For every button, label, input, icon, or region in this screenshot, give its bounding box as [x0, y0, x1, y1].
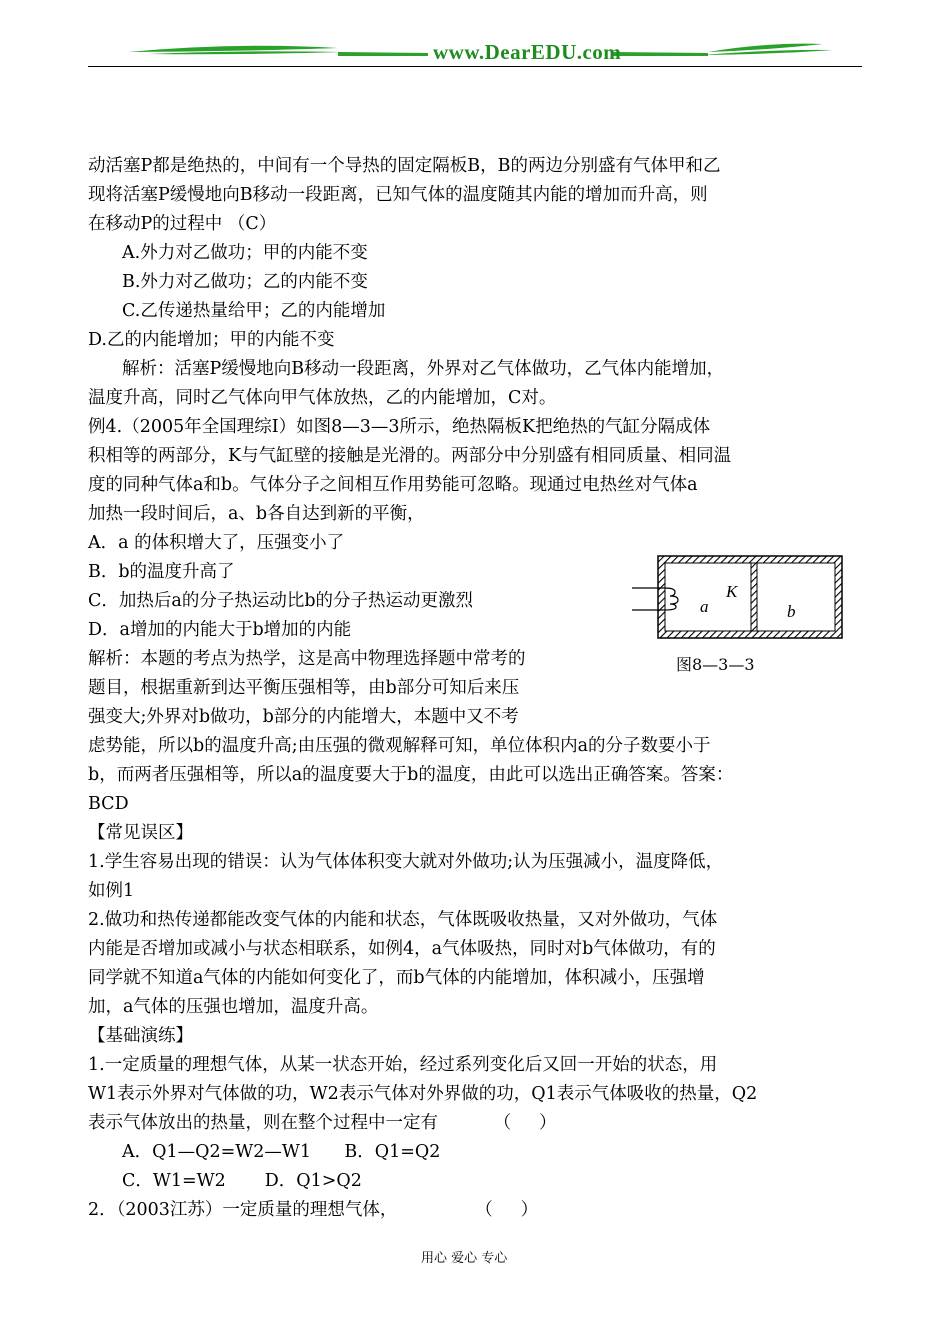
example-line: 度的同种气体a和b。气体分子之间相互作用势能可忽略。现通过电热丝对气体a	[88, 475, 698, 495]
answer-line: BCD	[88, 794, 129, 814]
label-a: a	[700, 597, 709, 616]
figure-caption: 图8—3—3	[676, 655, 755, 674]
analysis-line: 解析：活塞P缓慢地向B移动一段距离，外界对乙气体做功，乙气体内能增加，	[122, 359, 725, 379]
analysis-line: 虑势能，所以b的温度升高;由压强的微观解释可知，单位体积内a的分子数要小于	[88, 736, 711, 756]
analysis-line: 解析：本题的考点为热学，这是高中物理选择题中常考的	[88, 649, 526, 669]
analysis-line: b，而两者压强相等，所以a的温度要大于b的温度，由此可以选出正确答案。答案：	[88, 765, 734, 785]
text-line: 内能是否增加或减小与状态相联系，如例4，a气体吸热，同时对b气体做功，有的	[88, 939, 716, 959]
analysis-line: 强变大;外界对b做功，b部分的内能增大，本题中又不考	[88, 707, 519, 727]
text-line: 在移动P的过程中 （C）	[88, 214, 277, 234]
text-line: 加，a气体的压强也增加，温度升高。	[88, 997, 379, 1017]
analysis-line: 温度升高，同时乙气体向甲气体放热，乙的内能增加，C对。	[88, 388, 557, 408]
text-line: 2.做功和热传递都能改变气体的内能和状态，气体既吸收热量，又对外做功，气体	[88, 910, 718, 930]
question-line: W1表示外界对气体做的功，W2表示气体对外界做的功，Q1表示气体吸收的热量，Q2	[88, 1084, 758, 1104]
section-heading: 【基础演练】	[88, 1026, 193, 1046]
cylinder-figure	[630, 554, 846, 644]
text-line: 如例1	[88, 881, 135, 901]
option-line: A．a 的体积增大了，压强变小了	[88, 533, 345, 553]
option-line: C．加热后a的分子热运动比b的分子热运动更激烈	[88, 591, 474, 611]
example-line: 加热一段时间后，a、b各自达到新的平衡，	[88, 504, 425, 524]
option-line: A．Q1—Q2=W2—W1 B．Q1=Q2	[122, 1142, 441, 1162]
label-k: K	[726, 582, 738, 601]
partition-k	[751, 563, 757, 631]
question-line: 1.一定质量的理想气体，从某一状态开始，经过系列变化后又回一开始的状态，用	[88, 1055, 718, 1075]
option-line: B.外力对乙做功；乙的内能不变	[122, 272, 368, 292]
text-line: 1.学生容易出现的错误：认为气体体积变大就对外做功;认为压强减小，温度降低，	[88, 852, 724, 872]
page-footer: 用心 爱心 专心	[421, 1251, 508, 1266]
text-line: 现将活塞P缓慢地向B移动一段距离，已知气体的温度随其内能的增加而升高，则	[88, 185, 708, 205]
example-line: 积相等的两部分，K与气缸壁的接触是光滑的。两部分中分别盛有相同质量、相同温	[88, 446, 732, 466]
label-b: b	[787, 602, 796, 621]
option-line: A.外力对乙做功；甲的内能不变	[122, 243, 368, 263]
option-line: D.乙的内能增加；甲的内能不变	[88, 330, 335, 350]
analysis-line: 题目，根据重新到达平衡压强相等，由b部分可知后来压	[88, 678, 520, 698]
section-heading: 【常见误区】	[88, 823, 193, 843]
question-line: 2．（2003江苏）一定质量的理想气体， （ ）	[88, 1200, 539, 1220]
question-line: 表示气体放出的热量，则在整个过程中一定有 （ ）	[88, 1113, 557, 1133]
option-line: C．W1=W2 D．Q1>Q2	[122, 1171, 362, 1191]
option-line: B．b的温度升高了	[88, 562, 235, 582]
header-rule	[88, 66, 862, 67]
option-line: C.乙传递热量给甲；乙的内能增加	[122, 301, 386, 321]
site-logo: www.DearEDU.com	[433, 40, 622, 64]
example-line: 例4.（2005年全国理综Ⅰ）如图8—3—3所示，绝热隔板K把绝热的气缸分隔成体	[88, 417, 711, 437]
text-line: 同学就不知道a气体的内能如何变化了，而b气体的内能增加，体积减小，压强增	[88, 968, 705, 988]
text-line: 动活塞P都是绝热的，中间有一个导热的固定隔板B，B的两边分别盛有气体甲和乙	[88, 156, 721, 176]
option-line: D．a增加的内能大于b增加的内能	[88, 620, 352, 640]
